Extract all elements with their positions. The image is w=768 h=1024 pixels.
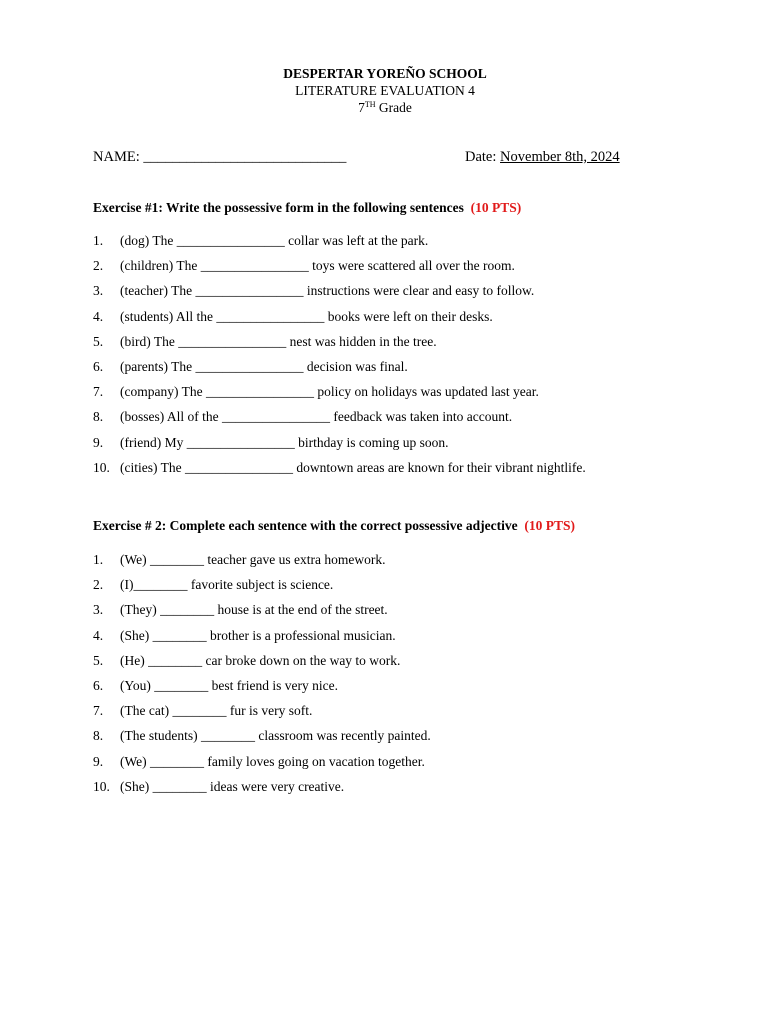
list-item [93, 383, 713, 408]
item-sentence: (company) The ________________ policy on holidays was updated last year. [120, 384, 539, 400]
grade-superscript: TH [364, 100, 376, 109]
list-item [93, 702, 713, 727]
item-number: 5. [93, 333, 104, 349]
item-number: 6. [93, 677, 104, 693]
exercise-1-points: (10 PTS) [470, 200, 522, 215]
date-label: Date: [465, 149, 501, 165]
item-number: 10. [93, 459, 110, 475]
date-field [465, 149, 620, 166]
item-number: 4. [93, 627, 104, 643]
item-number: 2. [93, 577, 104, 593]
evaluation-title: LITERATURE EVALUATION 4 [295, 83, 475, 98]
exercise-2-title [93, 518, 575, 534]
item-sentence: (friend) My ________________ birthday is coming up soon. [120, 434, 449, 450]
list-item [93, 601, 713, 626]
item-number: 7. [93, 703, 104, 719]
list-item [93, 333, 713, 358]
item-sentence: (They) ________ house is at the end of the street. [120, 602, 388, 618]
item-number: 2. [93, 258, 104, 274]
list-item [93, 627, 713, 652]
list-item [93, 408, 713, 433]
item-number: 6. [93, 358, 104, 374]
item-sentence: (She) ________ brother is a professional musician. [120, 627, 396, 643]
exercise-2-list [93, 551, 713, 803]
list-item [93, 358, 713, 383]
list-item [93, 232, 713, 257]
list-item [93, 753, 713, 778]
exercise-2-points: (10 PTS) [524, 518, 576, 533]
name-field: NAME: ____________________________ [93, 149, 347, 165]
item-sentence: (I)________ favorite subject is science. [120, 577, 334, 593]
item-number: 8. [93, 409, 104, 425]
item-number: 9. [93, 753, 104, 769]
item-number: 10. [93, 778, 110, 794]
list-item [93, 257, 713, 282]
exercise-1-heading: Exercise #1: Write the possessive form in the following sentences [93, 200, 471, 215]
item-number: 1. [93, 233, 104, 248]
item-sentence: (The students) ________ classroom was recently painted. [120, 728, 431, 744]
item-number: 3. [93, 283, 104, 299]
item-sentence: (bird) The ________________ nest was hidden in the tree. [120, 333, 437, 349]
exercise-1-list [93, 232, 713, 484]
list-item [93, 778, 713, 803]
grade-number: 7 [358, 100, 365, 115]
list-item [93, 727, 713, 752]
document-header [0, 65, 768, 116]
item-sentence: (bosses) All of the ________________ feedback was taken into account. [120, 409, 513, 425]
item-sentence: (The cat) ________ fur is very soft. [120, 703, 313, 719]
item-number: 7. [93, 384, 104, 400]
item-number: 5. [93, 652, 104, 668]
grade-line [0, 99, 768, 116]
item-sentence: (He) ________ car broke down on the way to work. [120, 652, 401, 668]
item-sentence: (We) ________ teacher gave us extra homework. [120, 552, 386, 567]
list-item [93, 677, 713, 702]
list-item [93, 308, 713, 333]
item-number: 4. [93, 308, 104, 324]
grade-word: Grade [378, 100, 412, 115]
item-sentence: (cities) The ________________ downtown areas are known for their vibrant nightlife. [120, 459, 586, 475]
exercise-2-heading: Exercise # 2: Complete each sentence with the correct possessive adjective [93, 518, 525, 533]
item-sentence: (She) ________ ideas were very creative. [120, 778, 345, 794]
item-number: 3. [93, 602, 104, 618]
date-value: November 8th, 2024 [500, 149, 620, 165]
school-name: DESPERTAR YOREÑO SCHOOL [283, 66, 487, 81]
list-item [93, 652, 713, 677]
item-sentence: (You) ________ best friend is very nice. [120, 677, 338, 693]
list-item [93, 576, 713, 601]
exercise-1-title [93, 200, 521, 216]
item-sentence: (teacher) The ________________ instructions were clear and easy to follow. [120, 283, 535, 299]
item-sentence: (parents) The ________________ decision was final. [120, 358, 408, 374]
list-item [93, 459, 713, 484]
list-item [93, 282, 713, 307]
item-sentence: (dog) The ________________ collar was left at the park. [120, 233, 429, 248]
item-number: 8. [93, 728, 104, 744]
item-sentence: (children) The ________________ toys were scattered all over the room. [120, 258, 515, 274]
item-sentence: (students) All the ________________ books were left on their desks. [120, 308, 493, 324]
list-item [93, 551, 713, 576]
item-sentence: (We) ________ family loves going on vacation together. [120, 753, 425, 769]
item-number: 9. [93, 434, 104, 450]
item-number: 1. [93, 552, 104, 567]
list-item [93, 434, 713, 459]
